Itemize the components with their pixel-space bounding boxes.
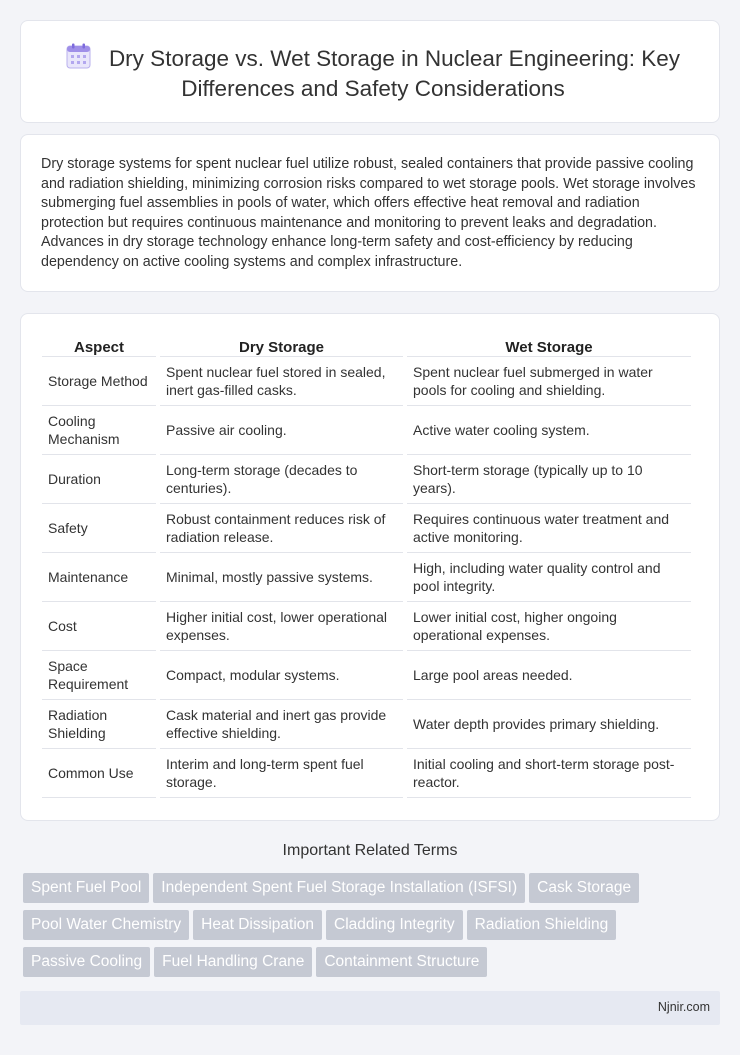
aspect-cell: Common Use: [42, 749, 156, 798]
aspect-cell: Storage Method: [42, 357, 156, 406]
dry-cell: Higher initial cost, lower operational expenses.: [160, 602, 403, 651]
comparison-table-card: [20, 313, 720, 821]
aspect-cell: Cost: [42, 602, 156, 651]
header-aspect: Aspect: [42, 334, 156, 357]
table-row: [42, 700, 691, 749]
aspect-cell: Space Requirement: [42, 651, 156, 700]
table-row: [42, 651, 691, 700]
tag-cladding-integrity[interactable]: Cladding Integrity: [326, 910, 463, 940]
comparison-table: [38, 334, 695, 798]
aspect-cell: Radiation Shielding: [42, 700, 156, 749]
tag-containment-structure[interactable]: Containment Structure: [316, 947, 487, 977]
wet-cell: Short-term storage (typically up to 10 years).: [407, 455, 691, 504]
dry-cell: Passive air cooling.: [160, 406, 403, 455]
calendar-icon: [66, 43, 91, 69]
dry-cell: Interim and long-term spent fuel storage.: [160, 749, 403, 798]
dry-cell: Long-term storage (decades to centuries).: [160, 455, 403, 504]
table-row: [42, 357, 691, 406]
table-header-row: [42, 334, 691, 357]
aspect-cell: Cooling Mechanism: [42, 406, 156, 455]
tag-row: [23, 873, 723, 910]
aspect-cell: Safety: [42, 504, 156, 553]
tag-cask-storage[interactable]: Cask Storage: [529, 873, 639, 903]
dry-cell: Minimal, mostly passive systems.: [160, 553, 403, 602]
tag-row: [23, 947, 723, 984]
wet-cell: Initial cooling and short-term storage post-reactor.: [407, 749, 691, 798]
header-dry-storage: Dry Storage: [160, 334, 403, 357]
footer: [20, 991, 720, 1025]
tag-passive-cooling[interactable]: Passive Cooling: [23, 947, 150, 977]
table-row: [42, 553, 691, 602]
dry-cell: Compact, modular systems.: [160, 651, 403, 700]
footer-site-link[interactable]: Njnir.com: [657, 1000, 710, 1014]
table-row: [42, 602, 691, 651]
table-row: [42, 455, 691, 504]
table-row: [42, 406, 691, 455]
aspect-cell: Duration: [42, 455, 156, 504]
related-terms-title: Important Related Terms: [282, 842, 458, 859]
tag-row: [23, 910, 723, 947]
table-row: [42, 504, 691, 553]
page-title: [51, 43, 695, 104]
header-wet-storage: Wet Storage: [407, 334, 691, 357]
tag-fuel-handling-crane[interactable]: Fuel Handling Crane: [154, 947, 312, 977]
tag-heat-dissipation[interactable]: Heat Dissipation: [193, 910, 322, 940]
title-text: Dry Storage vs. Wet Storage in Nuclear Engineering: Key Differences and Safety Considerations: [108, 46, 681, 101]
title-card: [20, 20, 720, 123]
wet-cell: Active water cooling system.: [407, 406, 691, 455]
tag-radiation-shielding[interactable]: Radiation Shielding: [467, 910, 617, 940]
dry-cell: Cask material and inert gas provide effective shielding.: [160, 700, 403, 749]
wet-cell: Requires continuous water treatment and active monitoring.: [407, 504, 691, 553]
dry-cell: Spent nuclear fuel stored in sealed, inert gas-filled casks.: [160, 357, 403, 406]
wet-cell: High, including water quality control and pool integrity.: [407, 553, 691, 602]
tag-spent-fuel-pool[interactable]: Spent Fuel Pool: [23, 873, 149, 903]
wet-cell: Spent nuclear fuel submerged in water pools for cooling and shielding.: [407, 357, 691, 406]
dry-cell: Robust containment reduces risk of radiation release.: [160, 504, 403, 553]
wet-cell: Water depth provides primary shielding.: [407, 700, 691, 749]
table-row: [42, 749, 691, 798]
wet-cell: Large pool areas needed.: [407, 651, 691, 700]
tag-isfsi[interactable]: Independent Spent Fuel Storage Installation (ISFSI): [153, 873, 525, 903]
tag-pool-water-chemistry[interactable]: Pool Water Chemistry: [23, 910, 189, 940]
related-terms-list: [23, 873, 723, 984]
aspect-cell: Maintenance: [42, 553, 156, 602]
summary-card: [20, 134, 720, 292]
wet-cell: Lower initial cost, higher ongoing operational expenses.: [407, 602, 691, 651]
summary-text: Dry storage systems for spent nuclear fuel utilize robust, sealed containers that provide passive cooling and radiation shielding, minimizing corrosion risks compared to wet storage pools. Wet storage involves submerging fuel assemblies in pools of water, which offers effective heat removal and radiation protection but requires continuous maintenance and monitoring to prevent leaks and degradation. Advances in dry storage technology enhance long-term safety and cost-efficiency by reducing dependency on active cooling systems and complex infrastructure.: [41, 156, 696, 270]
